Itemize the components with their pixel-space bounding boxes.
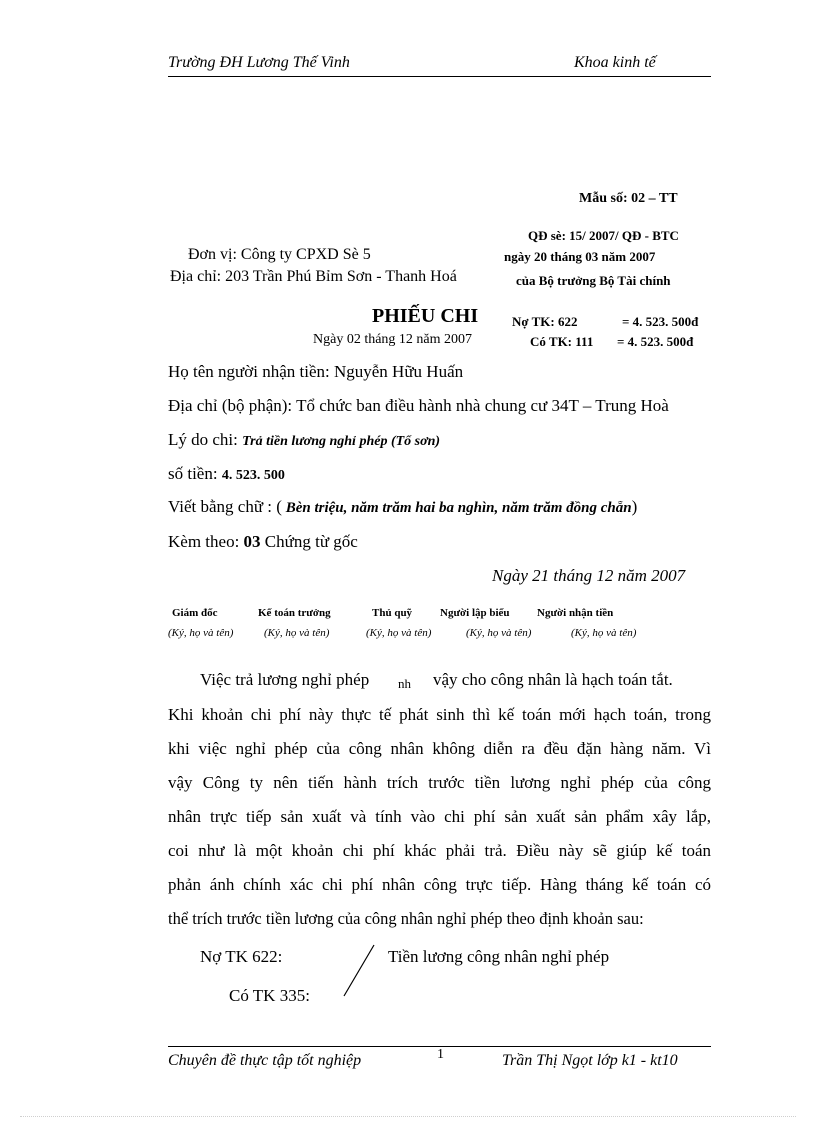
header-rule (168, 76, 711, 77)
signer-note-recipient: (Ký, họ và tên) (571, 627, 637, 639)
decision-date: ngày 20 tháng 03 năm 2007 (504, 249, 656, 264)
signer-note-chief-accountant: (Ký, họ và tên) (264, 627, 330, 639)
paragraph-line-8: thể trích trước tiền lương của công nhân nghỉ phép theo định khoản sau: (168, 909, 644, 928)
footer-title: Chuyên đề thực tập tốt nghiệp (168, 1052, 362, 1069)
amount-words-label: Viết bằng chữ : ( (168, 497, 282, 516)
header-faculty: Khoa kinh tế (574, 54, 656, 71)
paragraph-line-6: coi như là một khoản chi phí khác phải trả. Điều này sẽ giúp kế toán (168, 841, 711, 860)
paragraph-line-3: khi việc nghỉ phép của công nhân không diễn ra đều đặn hàng năm. Vì (168, 739, 711, 758)
credit-account-value: = 4. 523. 500đ (617, 334, 694, 349)
header-school: Trường ĐH Lương Thế Vinh (168, 54, 350, 71)
voucher-date: Ngày 02 tháng 12 năm 2007 (313, 332, 473, 347)
attachments-count: 03 (243, 532, 261, 551)
paragraph-line-5: nhân trực tiếp sản xuất và tính vào chi phí sản xuất sản phẩm xây lắp, (168, 807, 711, 826)
amount-row (168, 464, 285, 484)
signer-cashier: Thủ quỹ (372, 607, 413, 619)
signer-director: Giám đốc (172, 607, 218, 619)
debit-account-value: = 4. 523. 500đ (622, 314, 699, 329)
signer-note-director: (Ký, họ và tên) (168, 627, 234, 639)
footer-author: Trần Thị Ngọt lớp k1 - kt10 (502, 1052, 678, 1069)
unit-name: Đơn vị: Công ty CPXD Sè 5 (188, 246, 371, 263)
signing-date: Ngày 21 tháng 12 năm 2007 (492, 566, 686, 585)
page-number: 1 (437, 1047, 444, 1062)
paragraph-line-7: phản ánh chính xác chi phí nhân công trực tiếp. Hàng tháng kế toán có (168, 875, 711, 894)
signer-note-cashier: (Ký, họ và tên) (366, 627, 432, 639)
credit-account-label: Có TK: 111 (530, 334, 594, 349)
signer-recipient: Người nhận tiền (537, 607, 614, 619)
recipient-value: Nguyễn Hữu Huấn (333, 362, 464, 381)
decision-ref: QĐ sè: 15/ 2007/ QĐ - BTC (528, 228, 679, 243)
paragraph-line-1c: vậy cho công nhân là hạch toán tắt. (433, 670, 673, 689)
page-bottom-border (20, 1116, 796, 1117)
address-row (168, 396, 669, 416)
amount-label: số tiền: (168, 464, 222, 483)
signer-note-preparer: (Ký, họ và tên) (466, 627, 532, 639)
address-value: Tổ chức ban điều hành nhà chung cư 34T – Trung Hoà (296, 396, 669, 415)
unit-address: Địa chỉ: 203 Trần Phú Bỉm Sơn - Thanh Hoá (170, 268, 457, 285)
amount-words-row (168, 497, 637, 517)
amount-words-value: Bèn triệu, năm trăm hai ba nghìn, năm trăm đồng chẵn (281, 500, 632, 516)
paragraph-line-1a: Việc trả lương nghỉ phép (200, 670, 370, 689)
page-title: PHIẾU CHI (372, 305, 479, 327)
entry-slash-line (340, 942, 380, 1000)
recipient-label: Họ tên người nhận tiền: (168, 362, 334, 381)
paragraph-line-2: Khi khoản chi phí này thực tế phát sinh thì kế toán mới hạch toán, trong (168, 705, 711, 724)
entry-credit: Có TK 335: (229, 986, 310, 1005)
address-label: Địa chỉ (bộ phận): (168, 396, 297, 415)
attachments-text: Chứng từ gốc (260, 532, 358, 551)
paragraph-line-4: vậy Công ty nên tiến hành trích trước tiền lương nghỉ phép của công (168, 773, 711, 792)
debit-account-label: Nợ TK: 622 (512, 314, 578, 329)
decision-authority: của Bộ trưởng Bộ Tài chính (516, 273, 671, 288)
recipient-row (168, 362, 463, 382)
entry-description: Tiền lương công nhân nghỉ phép (388, 947, 610, 966)
paragraph-line-1b: nh (398, 676, 411, 691)
signer-preparer: Người lập biểu (440, 607, 510, 619)
form-number: Mẫu số: 02 – TT (579, 191, 678, 206)
reason-label: Lý do chi: (168, 430, 243, 449)
amount-words-close: ) (631, 497, 638, 516)
reason-value: Trả tiền lương nghỉ phép (Tổ sơn) (242, 434, 441, 449)
attachments-row (168, 532, 358, 552)
signer-chief-accountant: Kế toán trưởng (258, 607, 331, 619)
reason-row (168, 430, 440, 450)
entry-debit: Nợ TK 622: (200, 947, 283, 966)
attachments-label: Kèm theo: (168, 532, 244, 551)
amount-value: 4. 523. 500 (221, 468, 285, 483)
